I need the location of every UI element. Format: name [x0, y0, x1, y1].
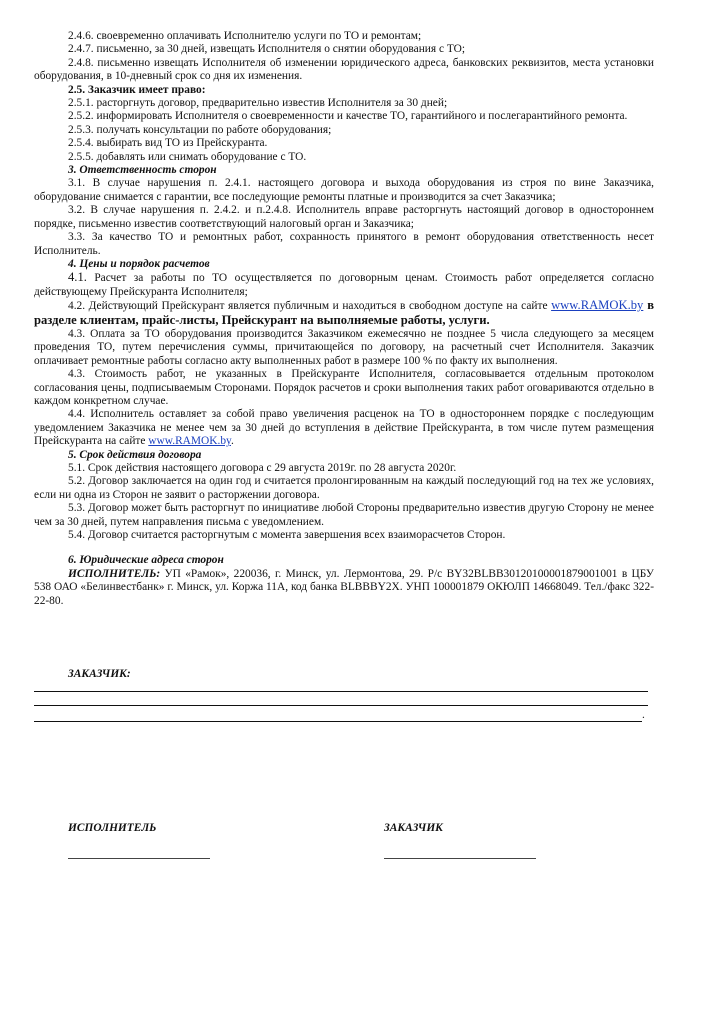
- customer-label: ЗАКАЗЧИК:: [68, 668, 131, 680]
- customer-signature-line[interactable]: [384, 858, 536, 859]
- executor-address: УП «Рамок», 220036, г. Минск, ул. Лермонтова, 29. Р/с BY32BLBB30120100001879001001 в ЦБУ 538 ОАО «Белинвестбанк» г. Минск, ул. Коржа 11А, код банка BLBBBY2X. УНП 100001879 ОКЮЛП 14668049. Тел./факс 322-22-80.: [34, 567, 654, 607]
- section-5-heading: 5. Срок действия договора: [68, 448, 202, 461]
- clause-5-1: 5.1. Срок действия настоящего договора с 29 августа 2019г. по 28 августа 2020г.: [68, 462, 457, 474]
- ramok-site-link[interactable]: www.RAMOK.by: [551, 298, 644, 313]
- clause-4-1-text: Расчет за работы по ТО осуществляется по договорным ценам. Стоимость работ определяется согласно действующему Прейскуранта Исполнителя;: [34, 272, 654, 298]
- customer-signature-title: ЗАКАЗЧИК: [384, 822, 443, 834]
- clause-4-1-number: 4.1.: [68, 270, 87, 285]
- heading-2-5: 2.5. Заказчик имеет право:: [68, 83, 206, 96]
- clause-2-5-5: 2.5.5. добавлять или снимать оборудование с ТО.: [68, 150, 307, 163]
- executor-details: [34, 568, 654, 608]
- clause-5-3: 5.3. Договор может быть расторгнут по инициативе любой Стороны предварительно известив другую Сторону не менее чем за 30 дней, путем направления письма с уведомлением.: [34, 502, 654, 528]
- section-3-heading: 3. Ответственность сторон: [68, 164, 217, 177]
- clause-4-1: [34, 271, 654, 299]
- clause-2-4-7: 2.4.7. письменно, за 30 дней, извещать Исполнителя о снятии оборудования с ТО;: [68, 43, 466, 56]
- customer-details-line-1[interactable]: [34, 691, 648, 692]
- ramok-site-link-2[interactable]: www.RAMOK.by: [148, 435, 231, 448]
- executor-label: ИСПОЛНИТЕЛЬ:: [68, 567, 161, 580]
- clause-2-5-2: 2.5.2. информировать Исполнителя о своевременности и качестве ТО, гарантийного и послегарантийного ремонта.: [68, 110, 628, 123]
- customer-details-line-2[interactable]: [34, 705, 648, 706]
- clause-2-5-1: 2.5.1. расторгнуть договор, предварительно известив Исполнителя за 30 дней;: [68, 97, 448, 110]
- section-6-heading: 6. Юридические адреса сторон: [68, 554, 224, 567]
- clause-5-2: 5.2. Договор заключается на один год и считается пролонгированным на каждый последующий год на тех же условиях, если ни одна из Сторон не заявит о расторжении договора.: [34, 475, 654, 501]
- clause-3-1: 3.1. В случае нарушения п. 2.4.1. настоящего договора и выхода оборудования из строя по вине Заказчика, оборудование снимается с гарантии, все последующие ремонты платные и производится за счет Заказчика;: [34, 177, 654, 203]
- executor-signature-title: ИСПОЛНИТЕЛЬ: [68, 822, 157, 834]
- trailing-dot: .: [642, 709, 645, 721]
- clause-4-2-text: 4.2. Действующий Прейскурант является публичным и находиться в свободном доступе на сайте: [68, 300, 552, 313]
- customer-details-line-3[interactable]: [34, 721, 642, 722]
- executor-signature-line[interactable]: [68, 858, 210, 859]
- clause-3-2: 3.2. В случае нарушения п. 2.4.2. и п.2.4.8. Исполнитель вправе расторгнуть настоящий договор в одностороннем порядке, письменно известив соответствующий налоговый орган и Заказчика;: [34, 204, 654, 230]
- clause-4-4-end: .: [230, 435, 234, 448]
- contract-body: [34, 30, 654, 608]
- clause-4-2-bold-text: в разделе клиентам, прайс-листы, Прейскурант на выполняемые работы, услуги.: [34, 298, 654, 327]
- clause-2-5-4: 2.5.4. выбирать вид ТО из Прейскуранта.: [68, 137, 268, 150]
- clause-3-3: 3.3. За качество ТО и ремонтных работ, сохранность принятого в ремонт оборудования ответственность несет Исполнитель.: [34, 231, 654, 257]
- clause-2-5-3: 2.5.3. получать консультации по работе оборудования;: [68, 123, 332, 136]
- clause-4-4-text: 4.4. Исполнитель оставляет за собой право увеличения расценок на ТО в одностороннем порядке с последующим уведомлением Заказчика не менее чем за 30 дней до вступления в действие Прейскуранта, в том числе путем размещения Прейскуранта на сайте: [34, 408, 654, 448]
- clause-4-3-payment: 4.3. Оплата за ТО оборудования производится Заказчиком ежемесячно не позднее 5 числа следующего за месяцем проведения ТО, путем перечисления суммы, причитающейся по договору, на расчетный счет Исполнителя. Заказчик оплачивает ремонтные работы согласно акту выполненных работ в размере 100 % по факту их выполнения.: [34, 327, 654, 367]
- section-4-heading: 4. Цены и порядок расчетов: [68, 257, 210, 270]
- clause-4-4: [34, 408, 654, 448]
- clause-5-4: 5.4. Договор считается расторгнутым с момента завершения всех взаиморасчетов Сторон.: [68, 529, 506, 542]
- clause-2-4-6: 2.4.6. своевременно оплачивать Исполнителю услуги по ТО и ремонтам;: [68, 30, 422, 42]
- clause-4-2: [34, 299, 654, 328]
- clause-4-3-cost: 4.3. Стоимость работ, не указанных в Прейскуранте Исполнителя, согласовывается отдельным протоколом согласования цены, подписываемым Сторонами. Порядок расчетов и сроки выполнения таких работ оговариваются отдельно в каждом конкретном случае.: [34, 368, 654, 407]
- clause-2-4-8: 2.4.8. письменно извещать Исполнителя об изменении юридического адреса, банковских реквизитов, места установки оборудования, в 10-дневный срок со дня их изменения.: [34, 56, 654, 83]
